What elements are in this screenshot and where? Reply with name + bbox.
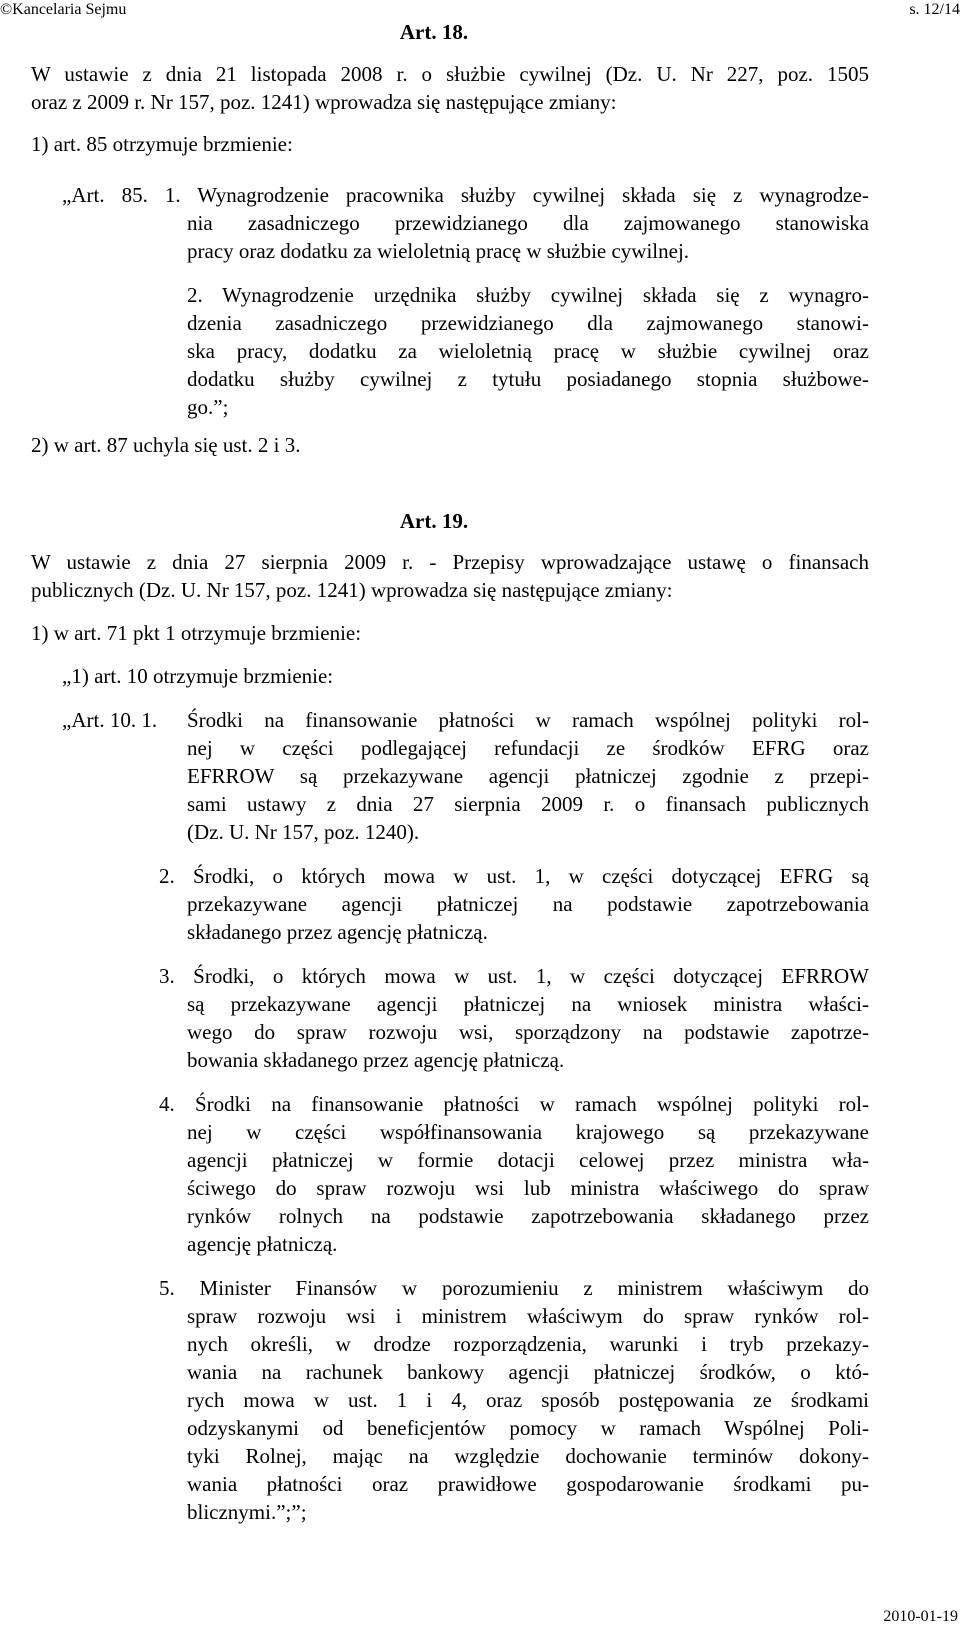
art10-ust5-line: wania płatności oraz prawidłowe gospodarowanie środkami pu- [187, 1472, 869, 1496]
art18-intro-line2: oraz z 2009 r. Nr 157, poz. 1241) wprowadza się następujące zmiany: [31, 90, 617, 114]
art10-ust5-line: 5. Minister Finansów w porozumieniu z ministrem właściwym do [159, 1276, 869, 1300]
art10-ust3-line: 3. Środki, o których mowa w ust. 1, w części dotyczącej EFRROW [159, 964, 869, 988]
art10-ust5-line: blicznymi.”;”; [187, 1500, 307, 1524]
art10-ust4-line: agencję płatniczą. [187, 1232, 338, 1256]
art85-para1-line3: pracy oraz dodatku za wieloletnią pracę w służbie cywilnej. [187, 239, 690, 263]
art10-ust1-line: sami ustawy z dnia 27 sierpnia 2009 r. o finansach publicznych [187, 792, 869, 816]
art18-intro-line1: W ustawie z dnia 21 listopada 2008 r. o służbie cywilnej (Dz. U. Nr 227, poz. 1505 [31, 62, 869, 86]
art85-para2-line3: ska pracy, dodatku za wieloletnią pracę w służbie cywilnej oraz [187, 339, 869, 363]
art10-ust1-line: EFRROW są przekazywane agencji płatniczej zgodnie z przepi- [187, 764, 869, 788]
art10-ust4-line: nej w części współfinansowania krajowego są przekazywane [187, 1120, 869, 1144]
art10-ust2-line: składanego przez agencję płatniczą. [187, 920, 488, 944]
art85-para1-line1: „Art. 85. 1. Wynagrodzenie pracownika służby cywilnej składa się z wynagrodze- [62, 183, 869, 207]
art19-intro-line2: publicznych (Dz. U. Nr 157, poz. 1241) wprowadza się następujące zmiany: [31, 578, 673, 602]
art10-ust3-line: wego do spraw rozwoju wsi, sporządzony na podstawie zapotrze- [187, 1020, 869, 1044]
art10-ust5-line: odzyskanymi od beneficjentów pomocy w ramach Wspólnej Poli- [187, 1416, 869, 1440]
art18-item2: 2) w art. 87 uchyla się ust. 2 i 3. [31, 433, 301, 457]
art10-ust5-line: spraw rozwoju wsi i ministrem właściwym do spraw rynków rol- [187, 1304, 869, 1328]
page-number: s. 12/14 [909, 1, 960, 18]
art85-para2-line5: go.”; [187, 395, 229, 419]
art19-intro-line1: W ustawie z dnia 27 sierpnia 2009 r. - Przepisy wprowadzające ustawę o finansach [31, 550, 869, 574]
art10-ust1-line: (Dz. U. Nr 157, poz. 1240). [187, 820, 420, 844]
art10-ust2-line: przekazywane agencji płatniczej na podstawie zapotrzebowania [187, 892, 869, 916]
art10-ust3-line: są przekazywane agencji płatniczej na wniosek ministra właści- [187, 992, 869, 1016]
art10-ust4-line: ściwego do spraw rozwoju wsi lub ministra właściwego do spraw [187, 1176, 869, 1200]
art10-lead: „Art. 10. 1. [62, 708, 158, 732]
art10-ust4-line: rynków rolnych na podstawie zapotrzebowania składanego przez [187, 1204, 869, 1228]
art10-ust5-line: wania na rachunek bankowy agencji płatniczej środków, o któ- [187, 1360, 869, 1384]
art19-title: Art. 19. [399, 509, 469, 533]
art10-ust5-line: nych określi, w drodze rozporządzenia, warunki i tryb przekazy- [187, 1332, 869, 1356]
art10-ust5-line: tyki Rolnej, mając na względzie dochowanie terminów dokony- [187, 1444, 869, 1468]
copyright-header: ©Kancelaria Sejmu [0, 1, 127, 18]
art10-ust4-line: agencji płatniczej w formie dotacji celowej przez ministra wła- [187, 1148, 869, 1172]
art18-title: Art. 18. [399, 20, 469, 44]
document-date: 2010-01-19 [883, 1608, 958, 1625]
art85-para1-line2: nia zasadniczego przewidzianego dla zajmowanego stanowiska [187, 211, 869, 235]
art19-sub1: „1) art. 10 otrzymuje brzmienie: [62, 664, 334, 688]
art19-item1: 1) w art. 71 pkt 1 otrzymuje brzmienie: [31, 621, 362, 645]
art10-ust1-line: nej w części podlegającej refundacji ze środków EFRG oraz [187, 736, 869, 760]
art18-item1: 1) art. 85 otrzymuje brzmienie: [31, 132, 293, 156]
art10-ust5-line: rych mowa w ust. 1 i 4, oraz sposób postępowania ze środkami [187, 1388, 869, 1412]
art10-ust1-line: Środki na finansowanie płatności w ramach wspólnej polityki rol- [187, 708, 869, 732]
art10-ust3-line: bowania składanego przez agencję płatniczą. [187, 1048, 565, 1072]
art10-ust4-line: 4. Środki na finansowanie płatności w ramach wspólnej polityki rol- [159, 1092, 869, 1116]
art85-para2-line2: dzenia zasadniczego przewidzianego dla zajmowanego stanowi- [187, 311, 869, 335]
art10-ust2-line: 2. Środki, o których mowa w ust. 1, w części dotyczącej EFRG są [159, 864, 869, 888]
art85-para2-line1: 2. Wynagrodzenie urzędnika służby cywilnej składa się z wynagro- [187, 283, 869, 307]
art85-para2-line4: dodatku służby cywilnej z tytułu posiadanego stopnia służbowe- [187, 367, 869, 391]
